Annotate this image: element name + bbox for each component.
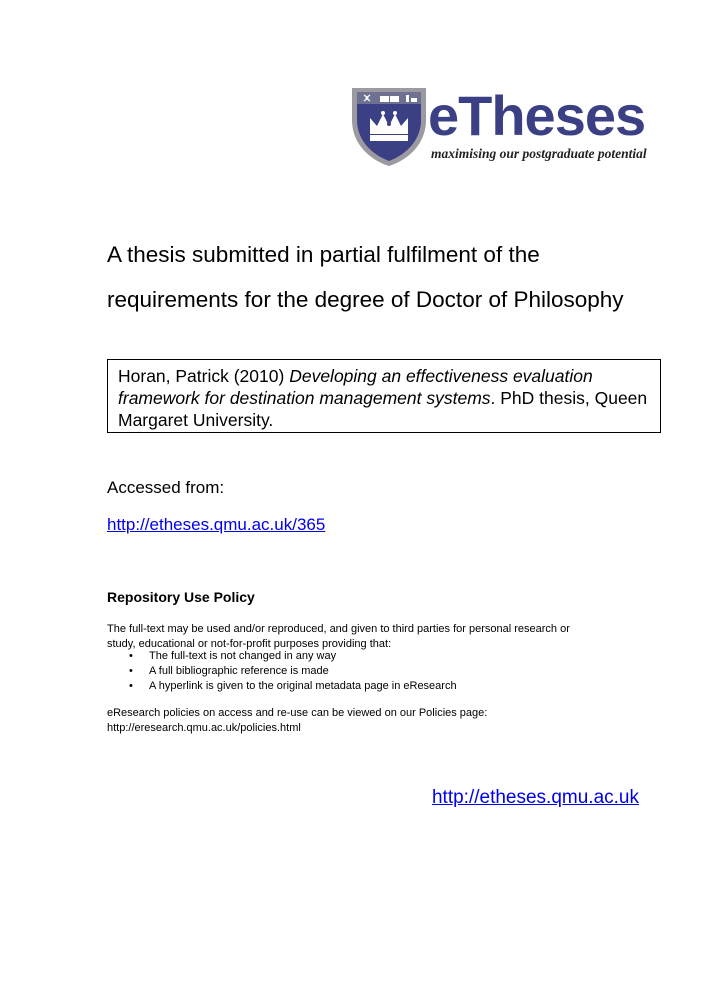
thesis-statement — [107, 232, 687, 322]
university-shield-crown-icon — [350, 82, 428, 167]
accessed-from-label: Accessed from: — [107, 478, 225, 497]
record-url-link[interactable]: http://etheses.qmu.ac.uk/365 — [107, 515, 326, 534]
policy-title: Repository Use Policy — [107, 589, 255, 605]
policy-note: eResearch policies on access and re-use can be viewed on our Policies page: http://eresearch.qmu.ac.uk/policies.html — [107, 707, 488, 734]
citation-suffix: . PhD thesis, Queen Margaret University. — [118, 388, 648, 430]
thesis-statement-line-1: A thesis submitted in partial fulfilment of the — [107, 242, 540, 267]
repository-home-link[interactable]: http://etheses.qmu.ac.uk — [431, 787, 639, 808]
citation-box — [107, 359, 661, 433]
policy-conditions-list — [107, 649, 457, 694]
citation-title: Developing an effectiveness evaluation framework for destination management systems — [118, 366, 593, 408]
thesis-statement-line-2: requirements for the degree of Doctor of Philosophy — [107, 287, 624, 312]
list-item: • A hyperlink is given to the original metadata page in eResearch — [107, 679, 457, 694]
brand-tagline: maximising our postgraduate potential — [431, 146, 647, 161]
list-item: • A full bibliographic reference is made — [107, 664, 457, 679]
policy-intro: The full-text may be used and/or reproduced, and given to third parties for personal research or study, educational or not-for-profit purposes providing that: — [107, 623, 570, 650]
brand-name: eTheses — [428, 84, 646, 147]
citation-author-year: Horan, Patrick (2010) — [118, 366, 285, 386]
list-item: • The full-text is not changed in any way — [107, 649, 457, 664]
